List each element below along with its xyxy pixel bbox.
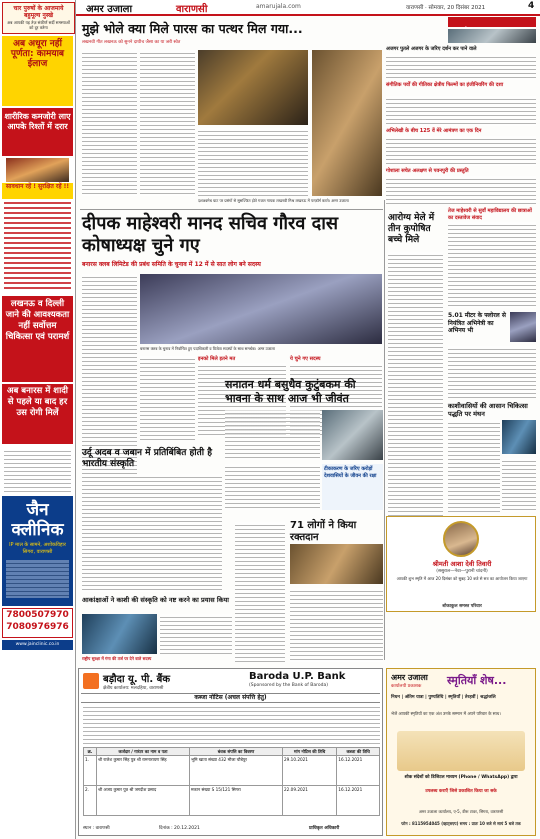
akanksha-headline: आकांक्षाओं ने काशी की संस्कृति को नष्ट करने का प्रयास किया (82, 596, 229, 604)
bank-table-header (84, 748, 380, 756)
news-brief-badge (448, 17, 536, 27)
anil-photo (510, 312, 536, 342)
smriti-title: स्मृतियाँ शेष... (447, 674, 507, 687)
bank-name-en: Baroda U.P. Bank (249, 671, 346, 682)
anil-headline: 5.01 मीटर के फ्लोरल से नियंत्रित अभिनेत्री का अभिनय भी (448, 312, 506, 334)
election-body-col1 (82, 274, 137, 474)
tribute-body: आपकी शुभ स्मृति में आज 20 दिसंबर को सुबह 10 बजे से सत्र का आयोजन किया जाएगा (396, 576, 528, 581)
brief-4-title: गोशाला सचेत अलक्षण से पवनपुरी की प्रस्तुति (386, 168, 469, 174)
ad-poornata (2, 36, 73, 106)
ad-website (2, 640, 73, 650)
brief-1-title: अजगर पुतले अजगर के जरिए दर्शन कर पाने वाले (386, 46, 477, 52)
table-cell: 2. (84, 786, 97, 816)
health-headline: आरोग्य मेले में तीन कुपोषित बच्चे मिले (388, 213, 435, 245)
urdu-headline: उर्दू अदब व जबान में प्रतिबिंबित होती है भारतीय संस्कृति (82, 448, 212, 469)
urdu-body (82, 474, 222, 592)
election-deck: बनारस क्लब लिमिटेड की प्रबंध समिति के चुनाव में 12 में से सात लोग बने सदस्य (82, 261, 261, 268)
table-cell: 22.09.2021 (283, 786, 337, 816)
masthead-page-number: 4 (528, 1, 535, 11)
table-cell: मकान संख्या S 15/121 सिगरा (190, 786, 283, 816)
ad-clinic-addr: IP माल के सामने, अशोकविहार सिगरा, वाराणसी (9, 542, 66, 555)
bank-sub: (Sponsored by the Bank of Baroda) (249, 683, 328, 688)
bank-notice (78, 668, 383, 836)
election-photo-caption: बनारस क्लब के चुनाव में निर्वाचित हुए पदाधिकारी व विजेता सदस्यों के साथ समर्थक। अमर उजाला (140, 346, 275, 351)
sanatan-body (225, 410, 320, 460)
bank-logo (83, 673, 99, 689)
sanatan-body-2 (225, 464, 320, 510)
brief-3-title: अभिलेखी के बीच 125 वें मेरे आमंत्रण का एक दिन (386, 128, 482, 134)
table-cell: श्री अजय कुमार पुत्र श्री जगदीश प्रसाद (97, 786, 190, 816)
ad-phone-1: 7800507970 (6, 610, 69, 620)
bank-address: क्षेत्रीय कार्यालय: मलदहिया, वाराणसी (103, 686, 164, 691)
brief-2-body (386, 96, 536, 126)
smriti-brand: अमर उजाला (391, 673, 428, 682)
tikakaran-heading: टीकाकरण के जरिए करोड़ों देशवासियों के जीवन की रक्षा (324, 466, 377, 479)
table-cell: 29.10.2021 (283, 756, 337, 786)
bank-footer-sign: प्राधिकृत अधिकारी (309, 826, 340, 831)
smriti-office: अमर उजाला कार्यालय, ए-5, वीरू टावर, सिगरा, वाराणसी (418, 809, 504, 814)
smriti-digital-2: उपलब्ध कराएँ जिसे प्रकाशित किया जा सके (425, 789, 497, 794)
ad-small-text (4, 448, 71, 493)
masthead-site: amarujala.com (256, 3, 301, 10)
ad-poornata-title: अब अधूरा नहीं पूर्णता: कामयाब ईलाज (10, 39, 65, 69)
lead-kicker: लखनवी गीत लखनऊ को सुनने दाधीच जैसा का या जरी स्वेत (82, 40, 181, 45)
masthead-city: वाराणसी (176, 4, 208, 15)
table-row (84, 786, 380, 816)
smriti-ad (386, 668, 536, 836)
tribute-footer: शोकाकुल समस्त परिवार (442, 604, 482, 609)
brief-photo (448, 29, 536, 43)
election-photo (140, 274, 382, 344)
tribute-sub: (ससुराल—नेवा—पुरानी चांदनी) (436, 569, 488, 574)
ad-warning (2, 183, 73, 199)
election-result-title: ये चुने गए सदस्य (290, 356, 321, 362)
smriti-categories: निधन | अंतिम यात्रा | पुण्यतिथि | स्मृतियाँ | तेरहवीं | श्रद्धांजलि (391, 695, 496, 700)
brief-1-body (386, 54, 536, 80)
ad-nuskhe-title: चार पुरुषों के आजमाये बहुमूल्य नुस्खे (13, 5, 64, 19)
tribute-ad (386, 516, 536, 612)
lead-photo-caption: दशाश्वमेध घाट पर प्रसंगों से सुसज्जित होते गजल गायक लखनवी मिश्र लखनऊ में परफ़ॉर्म करते। अमर उजाला (198, 198, 349, 203)
ad-couple-photo (6, 158, 69, 182)
smriti-contact: फोन : 8115954045 (व्हाट्सएप) समय : प्रातः 10 बजे से सायं 5 बजे तक (401, 821, 521, 826)
bank-col-header: बंधक संपत्ति का विवरण (190, 748, 283, 756)
smriti-sub: कार्यालयी प्रकाशक (391, 684, 422, 689)
lead-body-col3 (198, 128, 308, 196)
ad-delhi-text: लखनऊ व दिल्ली जाने की आवश्यकता नहीं सर्वोत्तम चिकित्सा एवं परामर्श (5, 299, 70, 342)
ad-delhi (2, 296, 73, 382)
left-ad-column (0, 0, 76, 839)
ad-banaras (2, 384, 73, 444)
table-cell: 16.12.2021 (337, 786, 380, 816)
bank-col-header: कब्जा की तिथि (337, 748, 380, 756)
brief-3-body (386, 136, 536, 166)
akanksha-photo (82, 614, 157, 654)
table-cell: भूमि खाता संख्या 432 मौजा चौबेपुर (190, 756, 283, 786)
ad-banaras-text: अब बनारस में शादी से पहले या बाद हर उस रोगी मिलें (6, 386, 68, 418)
bank-name-hi: बड़ौदा यू. पी. बैंक (103, 674, 171, 685)
election-votes-title: इनको मिले इतने मत (198, 356, 236, 362)
tribute-portrait (443, 521, 479, 557)
sanatan-photo (322, 410, 383, 460)
election-headline: दीपक माहेश्वरी मानद सचिव गौरव दास कोषाध्यक्ष चुने गए (82, 213, 339, 256)
masthead-dateline: वाराणसी · सोमवार, 20 दिसंबर 2021 (406, 5, 486, 11)
tikakaran-box (322, 464, 383, 510)
table-row (84, 756, 380, 786)
election-body-col2 (140, 356, 195, 440)
rally-body (290, 588, 383, 662)
ad-kamzori-sub: शारीरिक कमजोरी लाए आपके रिश्तों में दरार (4, 112, 71, 131)
ad-kamzori (2, 108, 73, 156)
table-cell: श्री राजेश कुमार सिंह पुत्र श्री रामनारायण सिंह (97, 756, 190, 786)
lead-body-col1 (82, 50, 137, 196)
divider-health (384, 200, 385, 660)
smriti-digital: शोक संदेशों को डिजिटल माध्यम (Phone / WhatsApp) द्वारा (404, 775, 518, 780)
ad-warning-text: सावधान रहें ! सुरक्षित रहें !! (5, 183, 70, 190)
table-cell: 1. (84, 756, 97, 786)
kashi-headline: काशीवासियों की आसान चिकित्सा पद्धति पर मंथन (448, 402, 528, 418)
ad-nuskhe (2, 2, 75, 34)
brief-5-body (448, 222, 536, 308)
lead-body-col2 (140, 50, 195, 196)
kashi-body-2 (502, 458, 536, 512)
ad-nuskhe-body: अब आपकी यह तेज़ संकीर्ण सर्दी समस्याओं को दूर करेगा (7, 20, 70, 30)
kashi-photo (502, 420, 536, 454)
ad-clinic-body (6, 560, 69, 598)
smriti-frame (397, 731, 525, 771)
rally-headline: 71 लोगों ने किया रक्तदान (290, 520, 357, 543)
brief-5-title: तेज माहेश्वरी से सुवाँ महाविद्यालय की छात्राओं का दस्तावेज संवाद (448, 208, 532, 221)
ad-website-text: www.jainclinic.co.in (15, 642, 60, 647)
masthead (76, 0, 540, 16)
anil-body (448, 346, 536, 398)
rashtriya-caption: राष्ट्रीय सुरक्षा में गंगा की तर्ज पर देने वाले सदस्य (82, 656, 152, 661)
masthead-brand: अमर उजाला (86, 4, 133, 15)
ad-phone-2: 7080976976 (6, 622, 69, 632)
kashi-body (448, 420, 500, 512)
ad-clinic-name: जैन क्लीनिक (11, 500, 64, 540)
bank-col-header: क्र. (84, 748, 97, 756)
smriti-body: भेजें आपकी स्मृतियों का एक अंश उनके सम्मान में अपने परिवार के साथ। (391, 711, 501, 716)
akanksha-body (160, 614, 232, 654)
bank-footer-place: स्थान : वाराणसी (83, 826, 110, 831)
bank-notice-title: कब्जा नोटिस (अचल संपत्ति हेतु) (81, 693, 380, 703)
lead-photo-stage (312, 50, 382, 196)
sanatan-headline: सनातन धर्म बसुधैव कुटुंबकम की भावना के साथ आज भी जीवंत (225, 378, 356, 405)
ad-clinic (2, 496, 73, 606)
divider-lead (80, 209, 383, 210)
bank-col-header: मांग नोटिस की तिथि (283, 748, 337, 756)
tribute-name: श्रीमती आशा देवी तिवारी (432, 560, 492, 568)
ad-phones (2, 608, 73, 638)
seva-body (235, 522, 285, 662)
table-cell: 16.12.2021 (337, 756, 380, 786)
lead-headline: मुझे भोले क्या मिले पारस का पत्थर मिल गया... (82, 21, 303, 36)
rally-photo (290, 544, 383, 584)
brief-4-body (386, 176, 536, 204)
brief-2-title: संगीतिक पर्वों की गीतिका क्षेत्रीय फिल्मों का इंजीनियरिंग की दशा (386, 82, 504, 88)
bank-col-header: कर्जदार / गारंटर का नाम व पता (97, 748, 190, 756)
ad-body-text (4, 202, 71, 292)
health-body (388, 252, 443, 552)
bank-table (83, 747, 380, 816)
bank-intro (83, 704, 380, 744)
lead-photo-main (198, 50, 308, 125)
bank-footer-date: दिनांक : 20.12.2021 (159, 826, 200, 831)
